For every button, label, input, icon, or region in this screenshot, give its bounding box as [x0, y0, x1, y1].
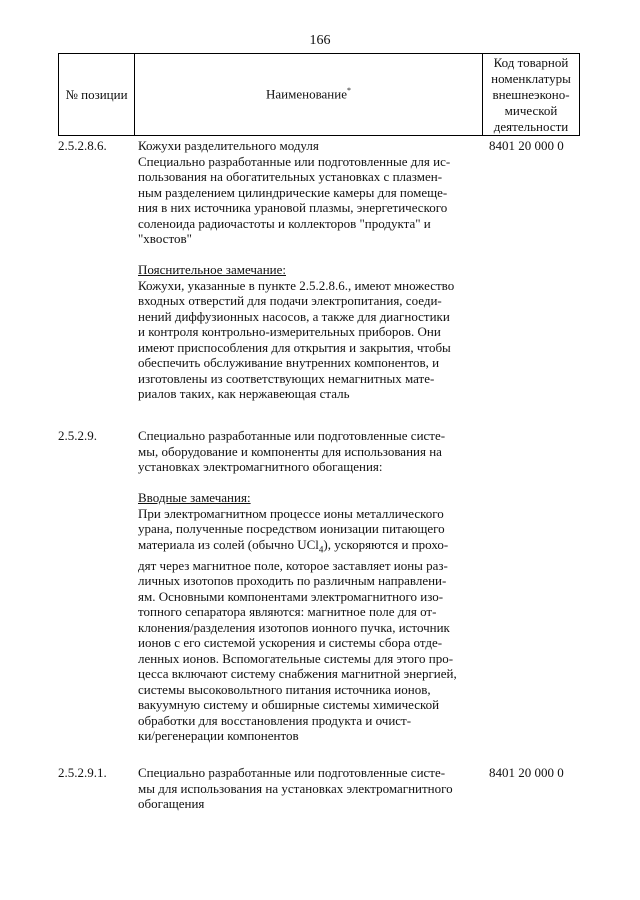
- entry-line: ния в них источника урановой плазмы, энергетического: [138, 200, 448, 215]
- header-name-footnote-mark: *: [347, 86, 351, 96]
- spacer: [138, 247, 483, 263]
- entry-line: цесса включают систему снабжения магнитной энергией,: [138, 666, 457, 682]
- header-code: [483, 54, 580, 136]
- header-code-line: деятельности: [493, 118, 569, 134]
- entry-line: обогащения: [138, 796, 205, 811]
- entry-line: топного сепаратора являются: магнитное поле для от-: [138, 604, 437, 620]
- header-code-line: мической: [504, 102, 558, 118]
- entry-line: изготовлены из соответствующих немагнитных мате-: [138, 370, 435, 386]
- entry-line: имеют приспособления для открытия и закрытия, чтобы: [138, 339, 451, 355]
- spacer: [138, 475, 483, 491]
- entry-position: 2.5.2.9.1.: [58, 765, 107, 780]
- header-code-line: внешнеэконо-: [492, 86, 570, 102]
- entry-line: материала из солей (обычно UCl$_4$), ускоряются и прохо-: [138, 536, 449, 555]
- entry-line: "хвостов": [138, 231, 192, 246]
- entry-line: вакуумную систему и обширные системы химической: [138, 697, 440, 713]
- entry-line: нений диффузионных насосов, а также для диагностики: [138, 308, 450, 324]
- entry-line: Специально разработанные или подготовленные систе-: [138, 428, 446, 443]
- header-name: [135, 54, 483, 136]
- explanatory-note-heading: Пояснительное замечание:: [138, 262, 286, 277]
- entry-line: Кожухи, указанные в пункте 2.5.2.8.6., имеют множество: [138, 277, 455, 293]
- entry-line: мы для использования на установках электромагнитного: [138, 780, 453, 796]
- entry-line: Кожухи разделительного модуля: [138, 138, 319, 153]
- entry-line: соленоида радиочастоты и коллекторов "продукта" и: [138, 215, 431, 231]
- entry-position: 2.5.2.8.6.: [58, 138, 107, 153]
- entry-line: системы высоковольтного питания источника ионов,: [138, 681, 431, 697]
- entry-line: При электромагнитном процессе ионы металлического: [138, 505, 444, 521]
- entry-line: ионов с его системой ускорения и системы сбора отде-: [138, 635, 443, 651]
- entry-line: мы, оборудование и компоненты для использования на: [138, 443, 442, 459]
- header-code-line: Код товарной: [493, 54, 569, 70]
- entry-position: 2.5.2.9.: [58, 428, 97, 443]
- entry-line: дят через магнитное поле, которое заставляет ионы раз-: [138, 557, 448, 573]
- entry-code: 8401 20 000 0: [489, 138, 564, 153]
- entry-description: [138, 428, 483, 744]
- entry-line: пользования на обогатительных установках с плазмен-: [138, 169, 443, 184]
- header-position: [59, 54, 135, 136]
- entry-line: установках электромагнитного обогащения:: [138, 459, 383, 474]
- entry-line: ленных ионов. Вспомогательные системы для этого про-: [138, 650, 454, 666]
- entry-line: ным разделением цилиндрические камеры для помеще-: [138, 184, 448, 200]
- header-code-line: номенклатуры: [491, 70, 571, 86]
- entry-description: [138, 765, 483, 812]
- entry-line: ям. Основными компонентами электромагнитного изо-: [138, 588, 444, 604]
- entry-line: входных отверстий для подачи электропитания, соеди-: [138, 293, 442, 308]
- formula-subscript: 4: [318, 544, 324, 555]
- entry-description: [138, 138, 483, 402]
- entry-line: риалов таких, как нержавеющая сталь: [138, 386, 350, 401]
- entry-line: личных изотопов проходить по различным направлени-: [138, 573, 447, 589]
- entry-line: Специально разработанные или подготовленные систе-: [138, 765, 446, 780]
- header-name-label: Наименование: [266, 86, 347, 102]
- entry-line: и контроля контрольно-измерительных приборов. Они: [138, 324, 441, 339]
- entry-line: Специально разработанные или подготовленные для ис-: [138, 153, 451, 169]
- entry-code: 8401 20 000 0: [489, 765, 564, 780]
- entry-line: обработки для восстановления продукта и очист-: [138, 712, 412, 728]
- entry-line: ки/регенерации компонентов: [138, 728, 299, 744]
- column-header-table: [58, 53, 580, 136]
- entry-line: обеспечить обслуживание внутренних компонентов, и: [138, 355, 440, 370]
- page-number: 166: [309, 33, 331, 48]
- entry-line: урана, полученные посредством ионизации питающего: [138, 521, 445, 536]
- entry-line: клонения/разделения изотопов ионного пучка, источник: [138, 619, 450, 635]
- header-position-label: № позиции: [65, 86, 128, 102]
- introductory-notes-heading: Вводные замечания:: [138, 490, 251, 505]
